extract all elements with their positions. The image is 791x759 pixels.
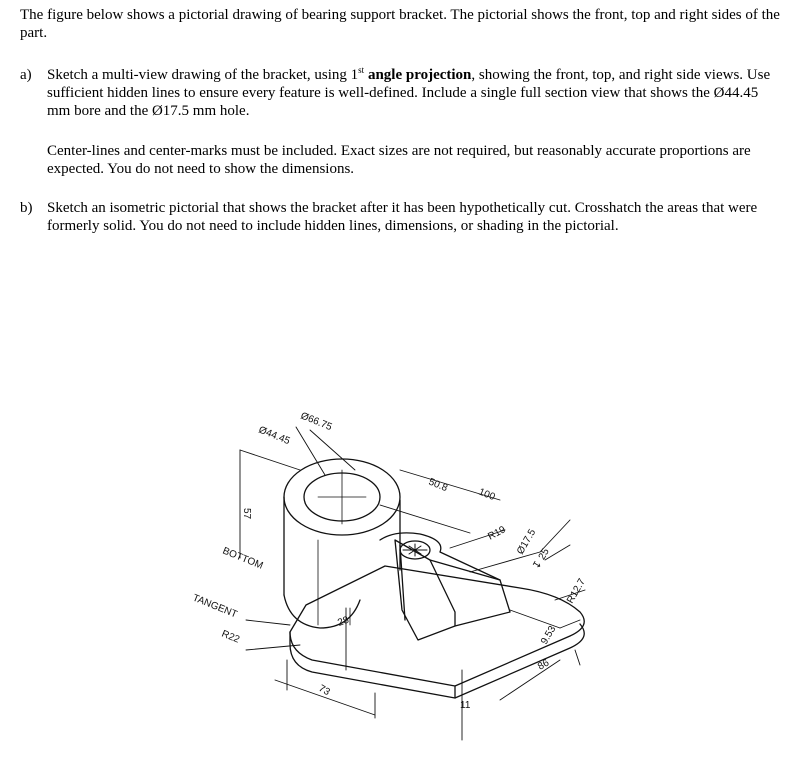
label-50-8: 50.8 — [426, 476, 450, 495]
label-outer-diameter: Ø66.75 — [298, 410, 334, 434]
label-r19: R19 — [486, 524, 508, 543]
base-plate — [290, 566, 584, 698]
label-r12-7: R12.7 — [565, 576, 588, 606]
label-57: 57 — [241, 508, 252, 520]
part-a-ordinal: st — [358, 65, 365, 75]
part-b-text: Sketch an isometric pictorial that shows the bracket after it has been hypothetically cut. Crosshatch the areas that were formerly solid. You do not need to include hidden lines, dimensions, or shading in the pictorial. — [47, 200, 758, 234]
label-100: 100 — [476, 486, 497, 504]
part-a-text-1: Sketch a multi-view drawing of the bracket, using 1 — [47, 67, 359, 83]
label-9-53: 9.53 — [539, 624, 559, 647]
label-28: 28 — [336, 614, 351, 629]
label-bore-diameter: Ø44.45 — [256, 424, 292, 448]
part-a-label: a) — [20, 67, 32, 83]
label-tangent: TANGENT — [190, 592, 239, 621]
label-r22: R22 — [219, 628, 242, 646]
label-hole-depth: ↧ 25 — [531, 546, 552, 572]
intro-paragraph: The figure below shows a pictorial drawing of bearing support bracket. The pictorial shows the front, top and right sides of the part. — [20, 7, 780, 41]
dimension-lines — [240, 424, 585, 740]
label-bottom: BOTTOM — [220, 545, 265, 572]
label-hole-diameter: Ø17.5 — [515, 527, 539, 557]
part-b-label: b) — [20, 200, 33, 216]
cylinder-boss — [284, 459, 400, 628]
label-73: 73 — [316, 683, 332, 699]
support-rib — [395, 540, 510, 640]
label-86: 86 — [536, 657, 552, 673]
part-a-text-2: , showing the front, top, and right side views. Use sufficient hidden lines to ensure every feature is well-defined. Include a single full section view that shows the Ø44.45 mm bore and the Ø17.5 mm hole. — [47, 67, 771, 119]
part-a-note-text: Center-lines and center-marks must be included. Exact sizes are not required, but reasonably accurate proportions are expected. You do not need to show the dimensions. — [47, 143, 751, 177]
part-a-bold: angle projection — [364, 67, 472, 83]
label-11: 11 — [460, 700, 471, 711]
